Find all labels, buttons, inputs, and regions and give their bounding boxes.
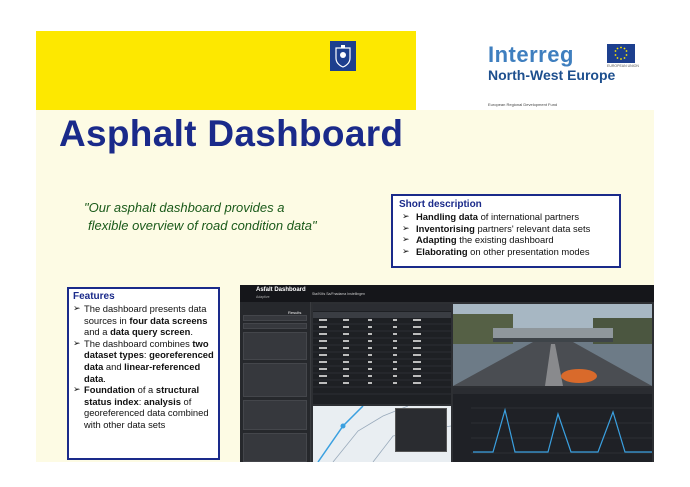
page-title: Asphalt Dashboard (59, 113, 404, 154)
dashboard-result-card (243, 363, 307, 397)
dashboard-road-photo (453, 304, 652, 386)
dashboard-profile-chart (453, 388, 652, 462)
profile-chart-image (453, 388, 652, 462)
dashboard-subtitle: Adaptive (256, 295, 270, 299)
feature-text: : (138, 395, 144, 407)
dashboard-result-card (243, 332, 307, 360)
list-item (399, 223, 613, 235)
feature-text: and (103, 360, 125, 372)
feature-item (73, 303, 214, 338)
feature-bold: linear-referenced data (84, 360, 201, 384)
feature-text: The dashboard presents data sources in (84, 303, 207, 326)
list-item (399, 211, 613, 223)
eu-flag-icon (607, 44, 635, 63)
feature-bold: georeferenced data (84, 349, 214, 372)
header-band (36, 31, 416, 110)
list-item-bold: Elaborating (416, 245, 468, 257)
dashboard-filter (243, 315, 307, 321)
logo-region-text: North-West Europe (488, 67, 616, 83)
eu-caption: EUROPEAN UNION (607, 64, 639, 68)
feature-bold: data query screen (110, 326, 191, 338)
feature-bold: two dataset types (84, 337, 209, 361)
feature-text: . (103, 372, 106, 384)
government-crest-icon (330, 41, 356, 71)
feature-item (73, 338, 214, 384)
dashboard-map-popup (395, 408, 447, 452)
feature-bold: Foundation (84, 384, 136, 396)
feature-item (73, 384, 214, 430)
feature-bold: analysis (143, 395, 181, 407)
dashboard-table-grid (313, 304, 451, 404)
quote-line-1: "Our asphalt dashboard provides a (84, 200, 285, 215)
dashboard-result-card (243, 400, 307, 430)
list-item-text: the existing dashboard (456, 234, 554, 245)
road-photo-image (453, 304, 652, 386)
dashboard-filter (243, 323, 307, 329)
features-heading: Features (73, 291, 115, 302)
fund-note: European Regional Development Fund (488, 102, 558, 107)
quote-line-2: flexible overview of road condition data" (88, 218, 317, 233)
list-item-bold: Adapting (416, 234, 457, 245)
list-item-text: of international partners (477, 211, 580, 222)
feature-text: of georeferenced data combined with other data sets (84, 395, 209, 430)
list-item-text: partners' relevant data sets (474, 222, 591, 234)
features-box (67, 287, 220, 460)
interreg-logo (488, 42, 648, 102)
feature-text: : (143, 349, 150, 361)
dashboard-results-label: Results (288, 310, 302, 315)
short-description-box (391, 194, 621, 268)
feature-bold: structural status index (84, 384, 200, 407)
dashboard-topbar (240, 285, 654, 302)
list-item (399, 234, 613, 246)
dashboard-data-table (313, 304, 451, 404)
dashboard-nav: Sta/KMs Sa/Fnadama Instellingen (312, 292, 365, 296)
list-item (399, 246, 613, 258)
feature-text: and a (84, 326, 111, 338)
short-description-list (399, 211, 613, 257)
feature-text: . (190, 326, 193, 338)
quote (84, 199, 384, 235)
feature-text: The dashboard combines (84, 337, 193, 349)
list-item-bold: Handling data (416, 211, 478, 222)
list-item-bold: Inventorising (416, 222, 475, 234)
short-description-heading: Short description (399, 199, 482, 210)
dashboard-screenshot (240, 285, 654, 462)
feature-bold: four data screens (129, 314, 208, 326)
feature-text: of a (135, 384, 156, 396)
dashboard-result-card (243, 433, 307, 462)
list-item-text: on other presentation modes (467, 245, 590, 257)
logo-interreg-text: Interreg (488, 42, 574, 67)
dashboard-title: Asfalt Dashboard (256, 287, 306, 293)
